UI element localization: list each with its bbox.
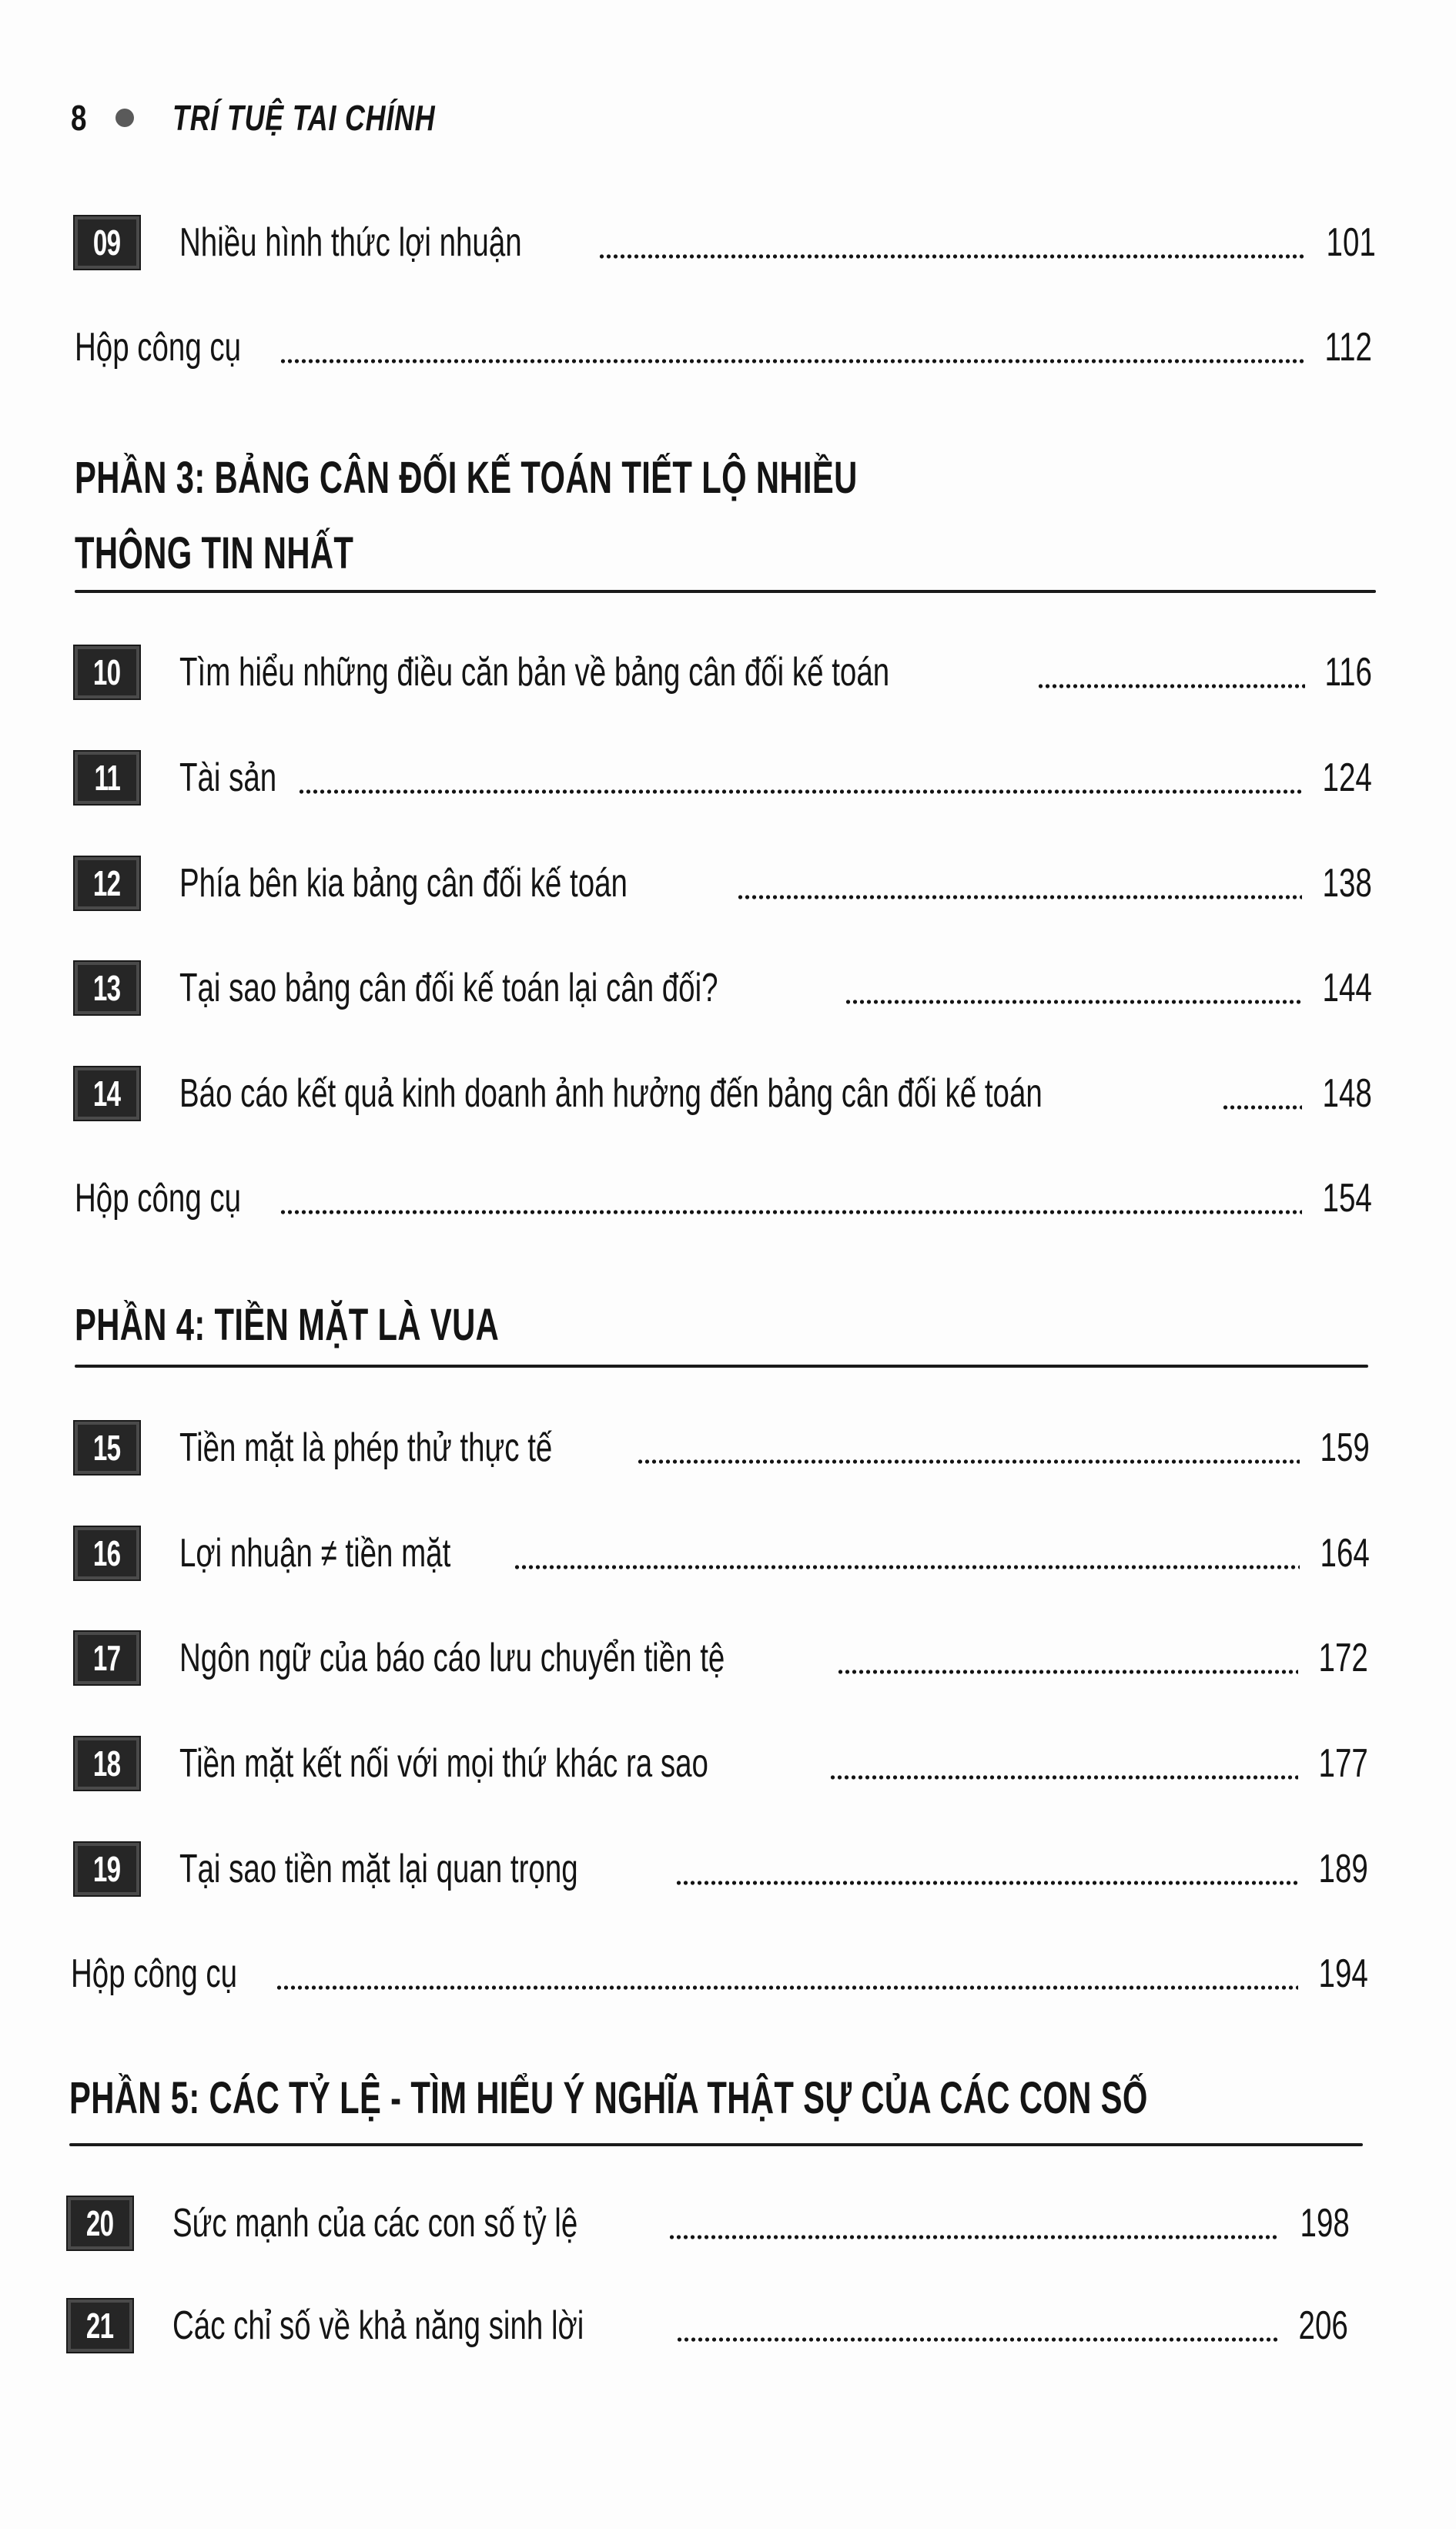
page-number-ref: 116 (1324, 650, 1372, 695)
page-number-ref: 154 (1322, 1176, 1372, 1221)
toc-entry (179, 1735, 1368, 1792)
part-heading-line: THÔNG TIN NHẤT (75, 528, 354, 578)
dot-leader (675, 1841, 1298, 1898)
chapter-number-badge: 13 (75, 962, 139, 1014)
page-number-ref: 206 (1298, 2303, 1348, 2348)
toc-chapter-09[interactable] (75, 214, 1376, 271)
toc-entry (172, 2297, 1348, 2354)
dot-leader (279, 319, 1305, 376)
toc-chapter-10[interactable] (75, 644, 1372, 701)
chapter-title: Sức mạnh của các con số tỷ lệ (172, 2201, 578, 2246)
toolbox-title: Hộp công cụ (75, 325, 242, 370)
page-number-ref: 124 (1322, 755, 1372, 800)
section-divider (69, 2143, 1363, 2146)
dot-leader (276, 1945, 1298, 2002)
chapter-title: Tại sao tiền mặt lại quan trọng (179, 1847, 578, 1891)
dot-leader (298, 749, 1302, 806)
dot-leader (668, 2195, 1280, 2252)
chapter-number-badge: 10 (75, 646, 139, 698)
toc-entry (179, 749, 1372, 806)
chapter-title: Tìm hiểu những điều căn bản về bảng cân đối kế toán (179, 650, 890, 695)
dot-leader (1037, 644, 1305, 701)
dot-leader (676, 2297, 1278, 2354)
chapter-number-badge: 21 (68, 2300, 132, 2352)
chapter-title: Nhiều hình thức lợi nhuận (179, 220, 522, 265)
toc-entry (179, 1525, 1370, 1582)
page-number-ref: 189 (1318, 1847, 1368, 1891)
chapter-number-badge: 20 (68, 2197, 132, 2249)
part-5-heading (69, 2061, 1148, 2136)
chapter-number-badge: 09 (75, 216, 139, 269)
part-3-heading (75, 440, 858, 591)
part-heading-line: PHẦN 3: BẢNG CÂN ĐỐI KẾ TOÁN TIẾT LỘ NHIỀU (75, 453, 858, 503)
toc-chapter-12[interactable] (75, 855, 1372, 912)
toc-chapter-20[interactable] (68, 2195, 1350, 2252)
page-number-ref: 177 (1318, 1741, 1368, 1786)
chapter-number-badge: 18 (75, 1737, 139, 1790)
toc-toolbox[interactable] (71, 1945, 1368, 2002)
book-title: TRÍ TUỆ TAI CHÍNH (172, 98, 436, 138)
chapter-number-badge: 14 (75, 1067, 139, 1120)
page-number-ref: 172 (1318, 1636, 1368, 1680)
page-number: 8 (71, 98, 87, 138)
part-4-heading (75, 1288, 499, 1363)
toolbox-title: Hộp công cụ (75, 1176, 242, 1221)
part-heading-line: PHẦN 5: CÁC TỶ LỆ - TÌM HIỂU Ý NGHĨA THẬT SỰ CỦA CÁC CON SỐ (69, 2073, 1148, 2123)
dot-leader (837, 1630, 1298, 1687)
toc-entry (179, 1419, 1370, 1476)
dot-leader (737, 855, 1302, 912)
dot-leader (598, 214, 1306, 271)
chapter-number-badge: 16 (75, 1527, 139, 1579)
page-number-ref: 101 (1326, 220, 1376, 265)
dot-leader (514, 1525, 1300, 1582)
chapter-title: Tại sao bảng cân đối kế toán lại cân đối? (179, 966, 718, 1010)
chapter-number-badge: 15 (75, 1422, 139, 1474)
page-number-ref: 198 (1300, 2201, 1350, 2246)
bullet-icon (115, 109, 134, 127)
page-number-ref: 144 (1322, 966, 1372, 1010)
toc-chapter-17[interactable] (75, 1630, 1368, 1687)
chapter-title: Tài sản (179, 755, 277, 800)
dot-leader (1222, 1065, 1302, 1122)
toc-chapter-18[interactable] (75, 1735, 1368, 1792)
chapter-number-badge: 11 (75, 752, 139, 804)
toc-chapter-19[interactable] (75, 1841, 1368, 1898)
page-number-ref: 148 (1322, 1071, 1372, 1116)
toc-entry (179, 960, 1372, 1017)
chapter-title: Các chỉ số về khả năng sinh lời (172, 2303, 584, 2348)
toc-toolbox[interactable] (75, 1170, 1372, 1227)
toc-entry (179, 214, 1376, 271)
section-divider (75, 590, 1376, 593)
toolbox-title: Hộp công cụ (71, 1951, 238, 1996)
toc-chapter-11[interactable] (75, 749, 1372, 806)
toc-chapter-13[interactable] (75, 960, 1372, 1017)
dot-leader (829, 1735, 1298, 1792)
dot-leader (637, 1419, 1300, 1476)
page-number-ref: 164 (1320, 1531, 1370, 1576)
toc-toolbox[interactable] (75, 319, 1372, 376)
toc-chapter-14[interactable] (75, 1065, 1372, 1122)
toc-chapter-16[interactable] (75, 1525, 1370, 1582)
section-divider (75, 1365, 1368, 1368)
dot-leader (279, 1170, 1302, 1227)
chapter-number-badge: 19 (75, 1843, 139, 1895)
part-heading-line: PHẦN 4: TIỀN MẶT LÀ VUA (75, 1300, 500, 1350)
chapter-title: Tiền mặt kết nối với mọi thứ khác ra sao (179, 1741, 708, 1786)
toc-entry (179, 1630, 1368, 1687)
toc-chapter-21[interactable] (68, 2297, 1348, 2354)
chapter-number-badge: 17 (75, 1632, 139, 1684)
chapter-title: Tiền mặt là phép thử thực tế (179, 1425, 553, 1470)
chapter-number-badge: 12 (75, 857, 139, 909)
page-number-ref: 194 (1318, 1951, 1368, 1996)
chapter-title: Lợi nhuận ≠ tiền mặt (179, 1531, 451, 1576)
toc-entry (172, 2195, 1350, 2252)
page-number-ref: 112 (1324, 325, 1372, 370)
chapter-title: Ngôn ngữ của báo cáo lưu chuyển tiền tệ (179, 1636, 725, 1680)
toc-chapter-15[interactable] (75, 1419, 1370, 1476)
toc-entry (179, 1841, 1368, 1898)
page-number-ref: 138 (1322, 861, 1372, 906)
page-number-ref: 159 (1320, 1425, 1370, 1470)
toc-entry (179, 855, 1372, 912)
chapter-title: Phía bên kia bảng cân đối kế toán (179, 861, 628, 906)
toc-entry (179, 1065, 1372, 1122)
toc-entry (179, 644, 1372, 701)
running-header (71, 91, 509, 145)
dot-leader (845, 960, 1302, 1017)
chapter-title: Báo cáo kết quả kinh doanh ảnh hưởng đến bảng cân đối kế toán (179, 1071, 1043, 1116)
